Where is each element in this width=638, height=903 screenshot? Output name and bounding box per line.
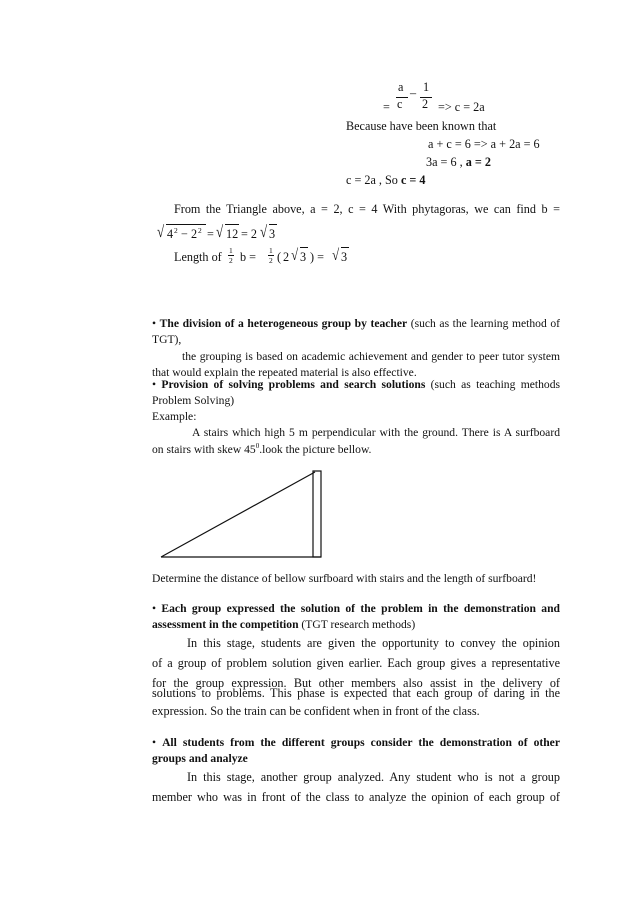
radicand-12: 12: [226, 227, 239, 241]
para-3-line-4: solutions to problems. This phase is expected that each group of daring in the: [152, 686, 560, 700]
radicand-b: 2: [191, 227, 198, 241]
exponent-b: 2: [198, 226, 202, 235]
bullet-2-line-1: • Provision of solving problems and search solutions (such as teaching methods: [152, 378, 560, 391]
radical-vinculum-c: [341, 247, 349, 248]
example-line-1: A stairs which high 5 m perpendicular with the ground. There is A surfboard: [192, 426, 560, 439]
radical-sign-c: √: [332, 245, 340, 264]
bullet-3-line-1: • Each group expressed the solution of the problem in the demonstration and: [152, 602, 560, 615]
half-num-2: 1: [269, 246, 273, 255]
pythagoras-sentence: From the Triangle above, a = 2, c = 4 With phytagoras, we can find b =: [174, 202, 560, 216]
minus-sign: –: [410, 86, 417, 100]
para-4-line-1: In this stage, another group analyzed. Any student who is not a group: [187, 770, 560, 784]
a-equation: 3a = 6 , a = 2: [426, 155, 491, 169]
radicand-3: 3: [269, 227, 276, 241]
para-3-line-5: expression. So the train can be confident when in front of the class.: [152, 704, 480, 718]
frac1-numerator: a: [398, 80, 404, 94]
radical-sign-b: √: [291, 245, 299, 264]
bullet-1-line-2: TGT),: [152, 333, 182, 346]
bullet-1-para-1: the grouping is based on academic achievement and gender to peer tutor system: [182, 350, 560, 363]
para-4-line-2: member who was in front of the class to analyze the opinion of each group of: [152, 790, 560, 804]
length-label: Length of: [174, 250, 222, 264]
para-3-line-3: for the group expression. But other members also assist in the delivery of: [152, 676, 560, 690]
radicand-3b: 3: [300, 250, 307, 264]
c-equation: c = 2a , So c = 4: [346, 173, 426, 187]
paren-open: (: [277, 250, 282, 264]
radical-sign-3: √: [260, 222, 268, 241]
para-3-line-2: of a group of problem solution given earlier. Each group gives a representative: [152, 656, 560, 670]
equals-2: = 2: [241, 227, 258, 241]
equals-sign: =: [383, 100, 390, 114]
known-line: Because have been known that: [346, 119, 497, 133]
paren-close: ) =: [310, 250, 324, 264]
half-den-2: 2: [269, 256, 273, 265]
radical-vinculum: [166, 224, 206, 225]
bullet-1-para-2: that would explain the repeated material is also effective.: [152, 366, 417, 379]
surfboard-figure: [155, 466, 327, 562]
minus-operator: −: [181, 227, 188, 241]
radical-sign-12: √: [216, 222, 224, 241]
sum-equation: a + c = 6 => a + 2a = 6: [428, 137, 540, 151]
para-3-line-1: In this stage, students are given the opportunity to convey the opinion: [187, 636, 560, 650]
b-equals: b =: [240, 250, 257, 264]
half-den-1: 2: [229, 256, 233, 265]
radicand-a: 4: [167, 227, 174, 241]
bullet-4-line-1: • All students from the different groups consider the demonstration of other: [152, 736, 560, 749]
example-label: Example:: [152, 410, 197, 423]
coefficient-two: 2: [283, 250, 290, 264]
equation-result: => c = 2a: [438, 100, 485, 114]
frac2-numerator: 1: [423, 80, 430, 94]
surfboard-line: [161, 472, 315, 557]
radicand-3c: 3: [341, 250, 348, 264]
bullet-1-line-1: • The division of a heterogeneous group by teacher (such as the learning method of: [152, 317, 560, 330]
radical-vinculum-3: [269, 224, 277, 225]
radical-vinculum-b: [300, 247, 308, 248]
question-line: Determine the distance of bellow surfboard with stairs and the length of surfboard!: [152, 572, 537, 585]
half-num-1: 1: [229, 246, 233, 255]
stairs-rect: [313, 471, 321, 557]
bullet-2-line-2: Problem Solving): [152, 394, 235, 407]
frac2-denominator: 2: [422, 97, 429, 111]
example-line-2: on stairs with skew $45^0.look$ the picture bellow.: [152, 442, 372, 456]
bullet-3-line-2: assessment in the competition (TGT research methods): [152, 618, 416, 631]
radical-sign: √: [157, 222, 165, 241]
radical-vinculum-12: [225, 224, 239, 225]
exponent-a: 2: [174, 226, 178, 235]
equals-1: =: [207, 227, 214, 241]
frac1-denominator: c: [397, 97, 403, 111]
bullet-4-line-2: groups and analyze: [152, 752, 248, 765]
